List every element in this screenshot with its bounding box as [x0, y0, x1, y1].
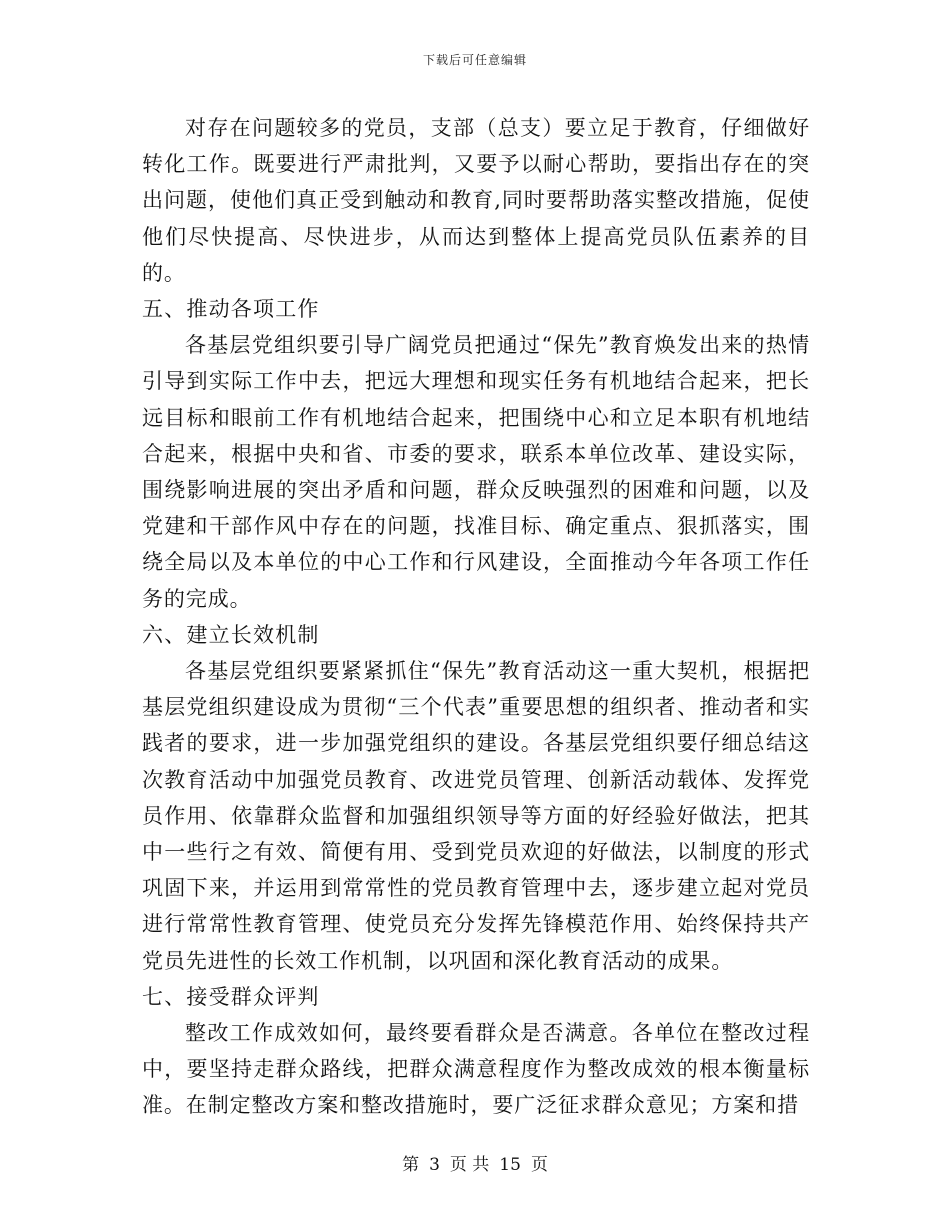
document-body: [142, 110, 810, 1124]
page-header: 下载后可任意编辑: [422, 53, 527, 67]
footer-suffix: 页: [530, 1155, 548, 1175]
page-footer: [0, 1155, 950, 1175]
paragraph-long-term-mechanism: 各基层党组织要紧紧抓住“保先”教育活动这一重大契机，根据把基层党组织建设成为贯彻“三个代表”重要思想的组织者、推动者和实践者的要求，进一步加强党组织的建设。各基层党组织要仔细总结这次教育活动中加强党员教育、改进党员管理、创新活动载体、发挥党员作用、依靠群众监督和加强组织领导等方面的好经验好做法，把其中一些行之有效、简便有用、受到党员欢迎的好做法，以制度的形式巩固下来，并运用到常常性的党员教育管理中去，逐步建立起对党员进行常常性教育管理、使党员充分发挥先锋模范作用、始终保持共产党员先进性的长效工作机制，以巩固和深化教育活动的成果。: [142, 659, 810, 973]
current-page-number: 3: [429, 1155, 440, 1175]
total-page-count: 15: [499, 1155, 521, 1175]
section-heading-6: 六、建立长效机制: [142, 622, 320, 647]
footer-prefix: 第: [402, 1155, 420, 1175]
section-heading-7: 七、接受群众评判: [142, 984, 320, 1009]
paragraph-public-evaluation: 整改工作成效如何，最终要看群众是否满意。各单位在整改过程中，要坚持走群众路线，把群众满意程度作为整改成效的根本衡量标准。在制定整改方案和整改措施时，要广泛征求群众意见；方案和措: [142, 1021, 810, 1118]
paragraph-rectification: 对存在问题较多的党员，支部（总支）要立足于教育，仔细做好转化工作。既要进行严肃批判，又要予以耐心帮助，要指出存在的突出问题，使他们真正受到触动和教育,同时要帮助落实整改措施，促使他们尽快提高、尽快进步，从而达到整体上提高党员队伍素养的目的。: [142, 116, 810, 285]
paragraph-promote-work: 各基层党组织要引导广阔党员把通过“保先”教育焕发出来的热情引导到实际工作中去，把远大理想和现实任务有机地结合起来，把长远目标和眼前工作有机地结合起来，把围绕中心和立足本职有机地结合起来，根据中央和省、市委的要求，联系本单位改革、建设实际，围绕影响进展的突出矛盾和问题，群众反映强烈的困难和问题，以及党建和干部作风中存在的问题，找准目标、确定重点、狠抓落实，围绕全局以及本单位的中心工作和行风建设，全面推动今年各项工作任务的完成。: [142, 333, 810, 611]
section-heading-5: 五、推动各项工作: [142, 297, 320, 322]
footer-middle: 页 共: [449, 1155, 490, 1175]
